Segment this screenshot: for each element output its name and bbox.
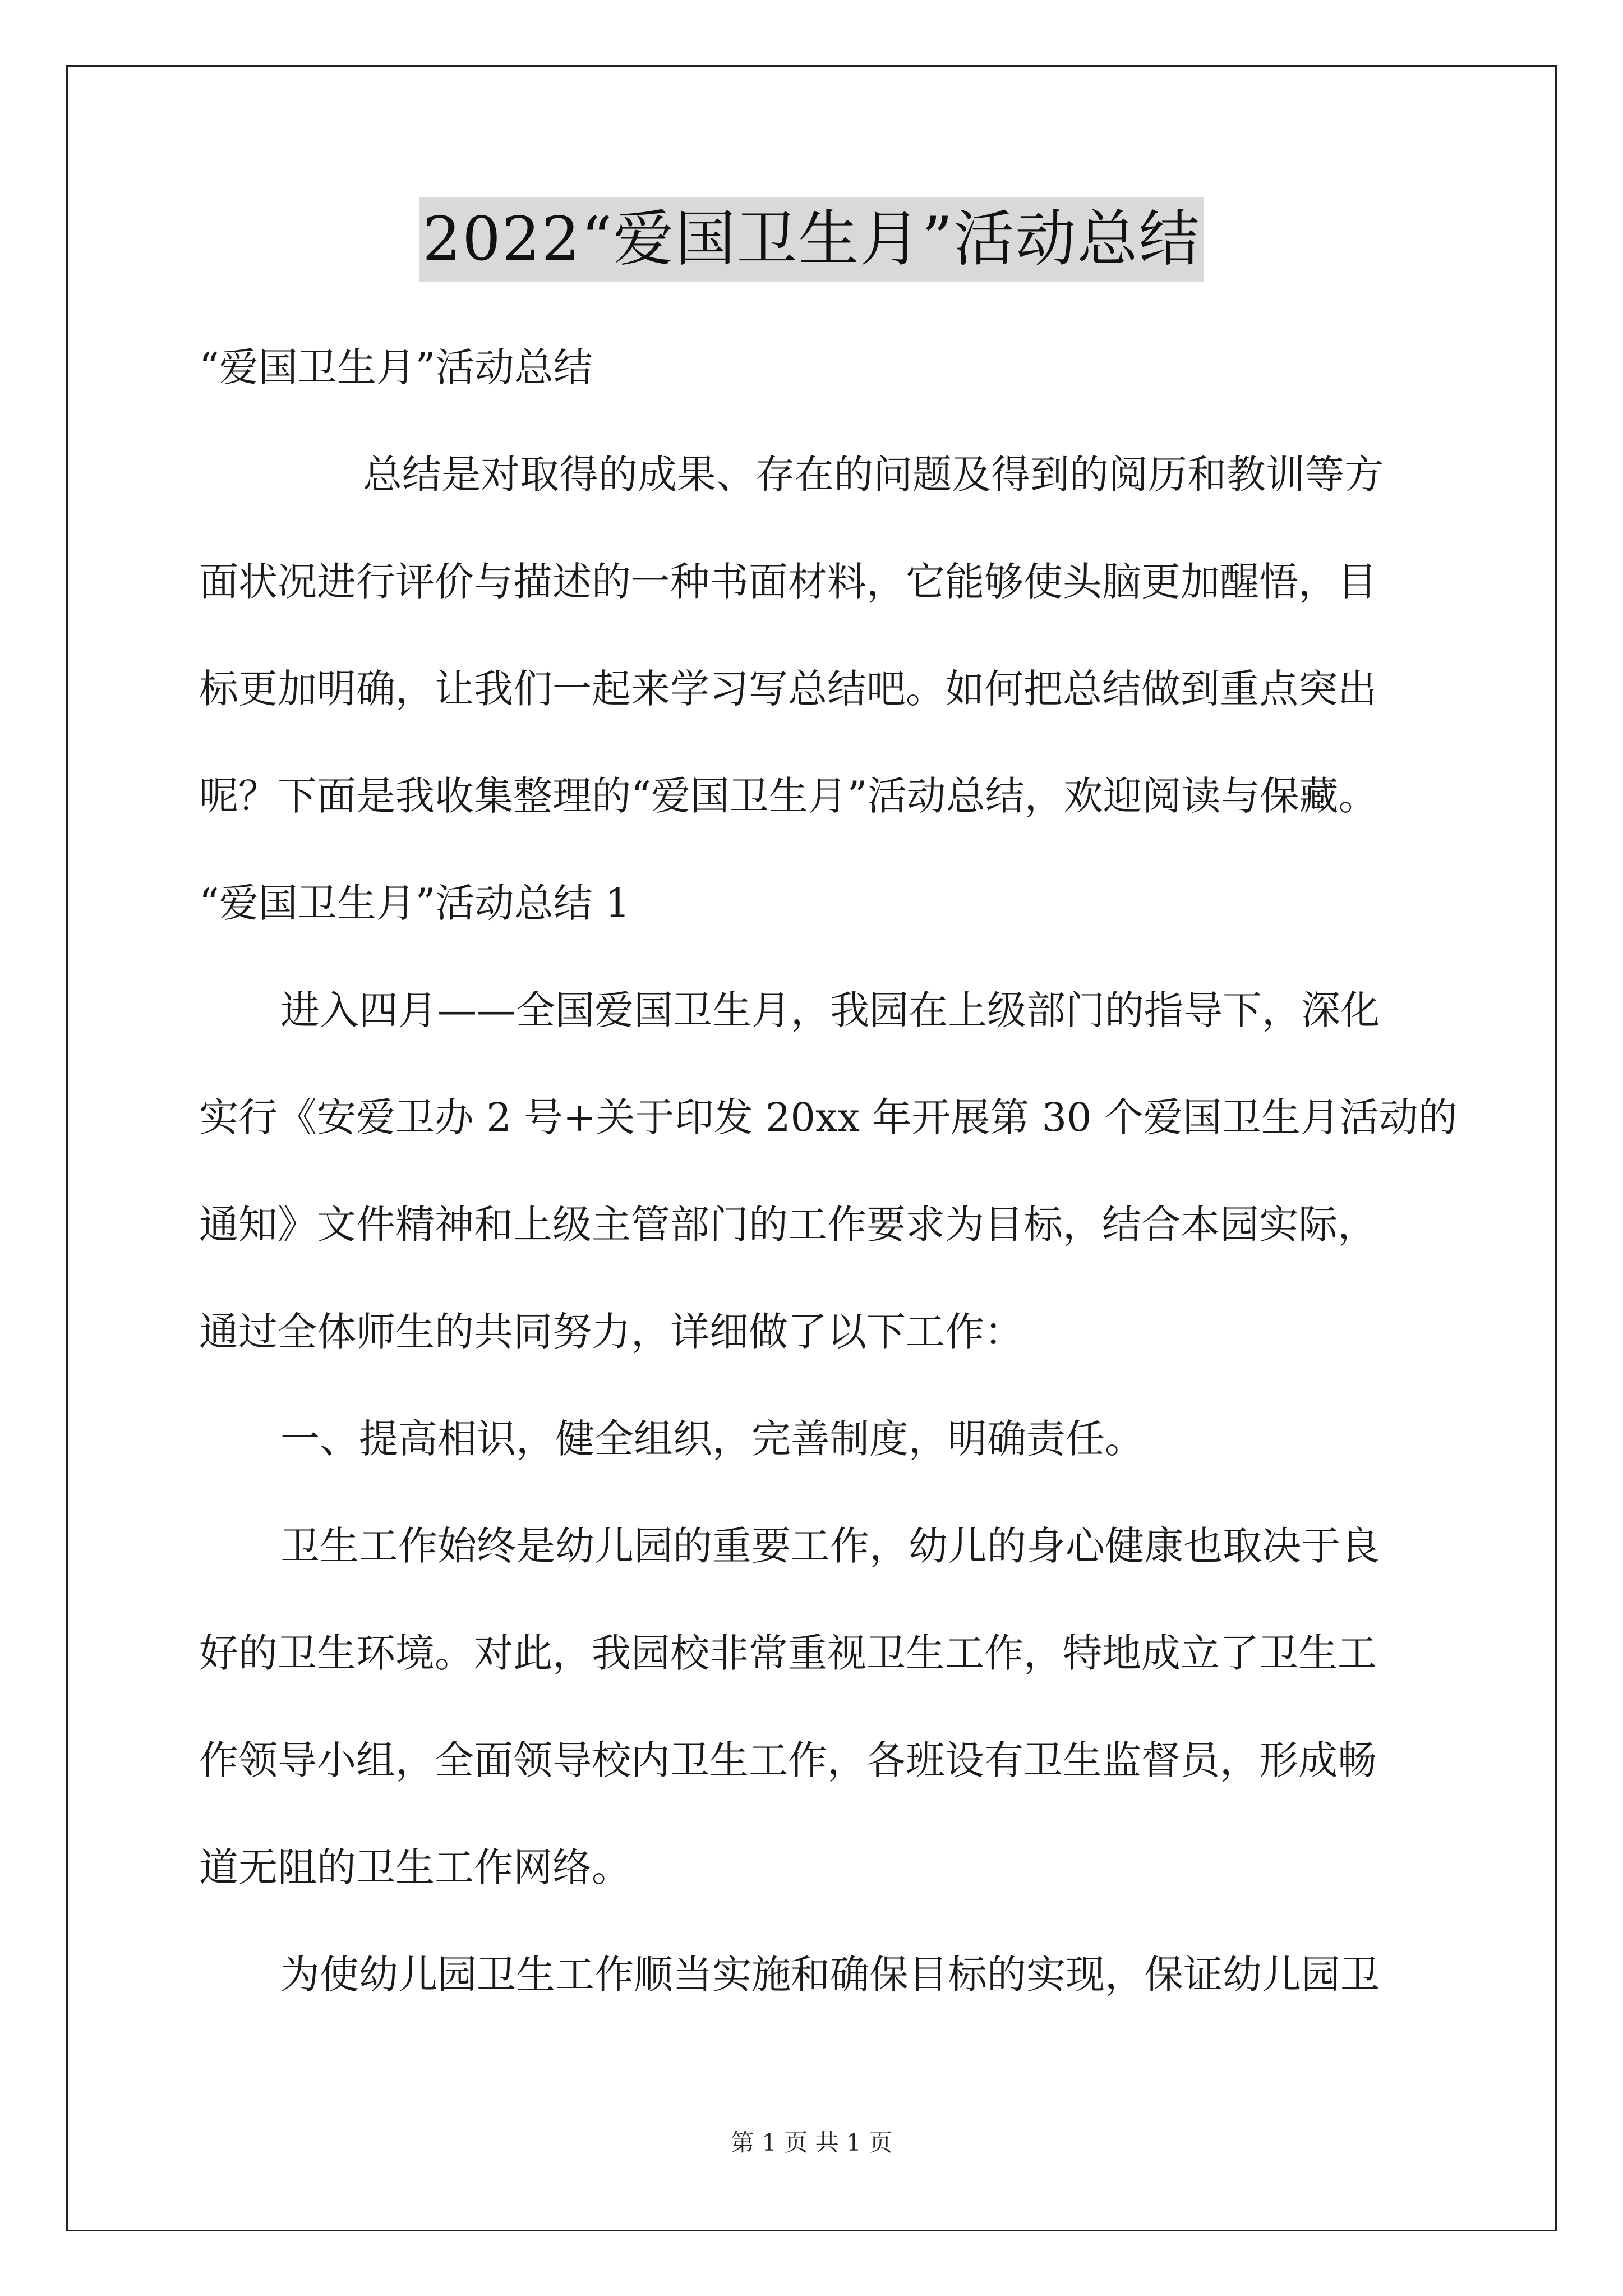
paragraph-line: 通知》文件精神和上级主管部门的工作要求为目标，结合本园实际， <box>199 1202 1377 1248</box>
list-heading: 一、提高相识，健全组织，完善制度，明确责任。 <box>280 1416 1144 1462</box>
paragraph-line: 道无阻的卫生工作网络。 <box>199 1844 631 1890</box>
paragraph-line: 进入四月——全国爱国卫生月，我园在上级部门的指导下，深化 <box>280 987 1380 1033</box>
paragraph-line: 通过全体师生的共同努力，详细做了以下工作： <box>199 1309 1023 1355</box>
paragraph-line: 面状况进行评价与描述的一种书面材料，它能够使头脑更加醒悟，目 <box>199 559 1377 605</box>
paragraph-line: 实行《安爱卫办 2 号+关于印发 20xx 年开展第 30 个爱国卫生月活动的 <box>199 1094 1458 1140</box>
paragraph-line: 为使幼儿园卫生工作顺当实施和确保目标的实现，保证幼儿园卫 <box>280 1952 1380 1998</box>
section-heading: “爱国卫生月”活动总结 1 <box>199 880 630 926</box>
page-number: 第 1 页 共 1 页 <box>730 2129 893 2156</box>
subtitle-line: “爱国卫生月”活动总结 <box>199 344 593 390</box>
paragraph-line: 卫生工作始终是幼儿园的重要工作，幼儿的身心健康也取决于良 <box>280 1523 1380 1569</box>
document-body <box>199 314 1458 2028</box>
title-container <box>0 197 1623 282</box>
paragraph-line: 标更加明确，让我们一起来学习写总结吧。如何把总结做到重点突出 <box>199 666 1377 712</box>
document-title: 2022“爱国卫生月”活动总结 <box>419 197 1204 282</box>
paragraph-line: 呢？下面是我收集整理的“爱国卫生月”活动总结，欢迎阅读与保藏。 <box>199 773 1378 819</box>
paragraph-line: 作领导小组，全面领导校内卫生工作，各班设有卫生监督员，形成畅 <box>199 1737 1377 1783</box>
page-footer <box>0 2126 1623 2160</box>
paragraph-line: 总结是对取得的成果、存在的问题及得到的阅历和教训等方 <box>363 452 1384 498</box>
paragraph-line: 好的卫生环境。对此，我园校非常重视卫生工作，特地成立了卫生工 <box>199 1630 1377 1676</box>
